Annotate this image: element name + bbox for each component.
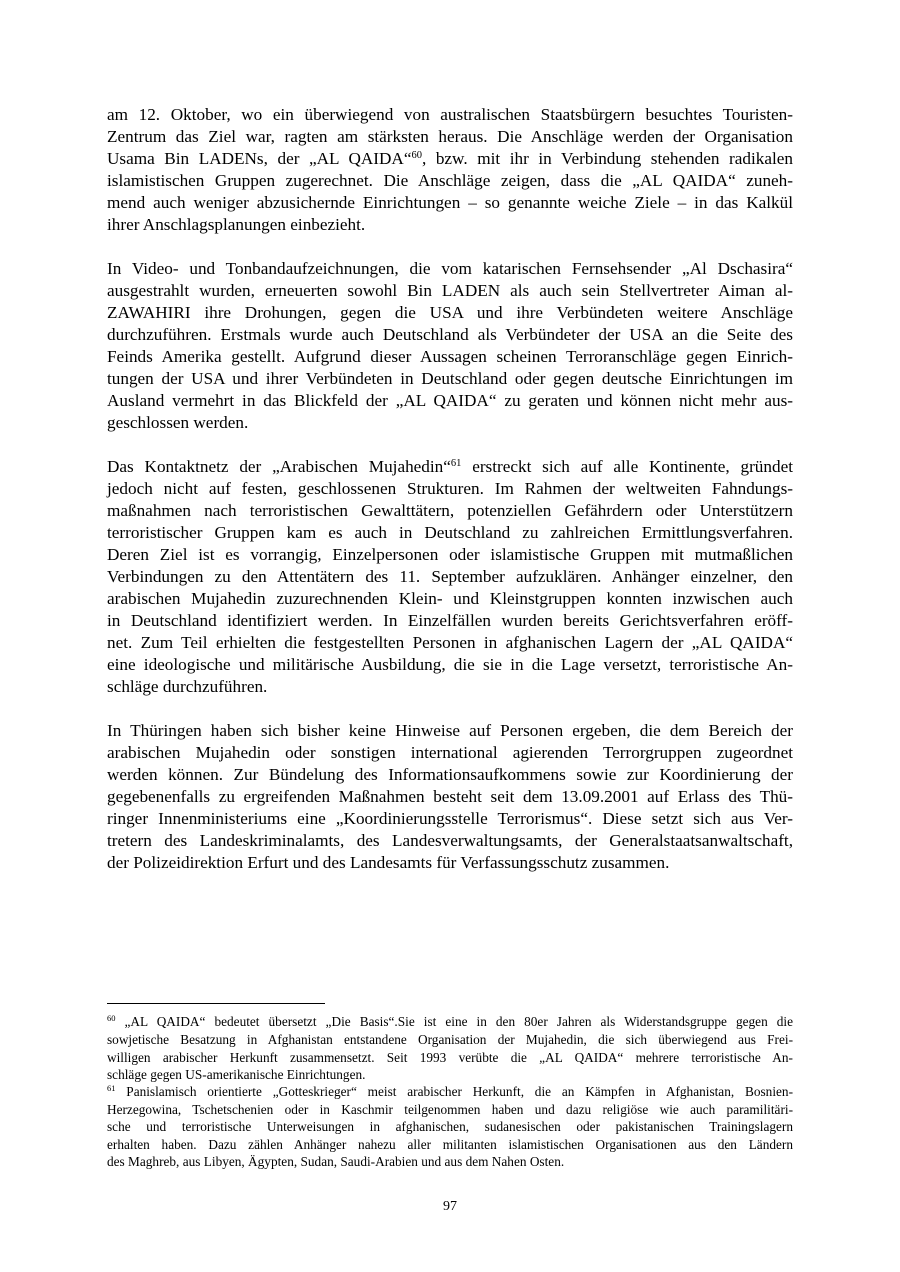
text-line: durchzuführen. Erstmals wurde auch Deutschland als Verbündeter der USA an die Seite des — [107, 325, 793, 344]
footnote-number: 60 — [107, 1013, 116, 1023]
text-line: ihrer Anschlagsplanungen einbezieht. — [107, 215, 366, 234]
footnote-line: $^{61}$ Panislamisch orientierte „Gotteskrieger“ meist arabischer Herkunft, die an Kämpfen in Afghanistan, Bosnien- — [107, 1083, 793, 1099]
footnote-line: $^{60}$ „AL QAIDA“ bedeutet übersetzt „Die Basis“.Sie ist eine in den 80er Jahren als Widerstandsgruppe gegen die — [107, 1013, 793, 1029]
text-line: jedoch nicht auf festen, geschlossenen Strukturen. Im Rahmen der weltweiten Fahndungs- — [107, 479, 793, 498]
footnote-number: 61 — [107, 1083, 116, 1093]
footnote-line: schläge gegen US-amerikanische Einrichtungen. — [107, 1067, 366, 1082]
text-line: arabischen Mujahedin oder sonstigen international agierenden Terrorgruppen zugeordnet — [107, 743, 793, 762]
footnote-line: des Maghreb, aus Libyen, Ägypten, Sudan, Saudi-Arabien und aus dem Nahen Osten. — [107, 1154, 565, 1169]
text-line: arabischen Mujahedin zuzurechnenden Klein- und Kleinstgruppen konnten inzwischen auch — [107, 589, 793, 608]
footnote-ref[interactable]: 60 — [411, 150, 422, 161]
text-line: in Deutschland identifiziert werden. In Einzelfällen wurden bereits Gerichtsverfahren eröff- — [107, 611, 793, 630]
text-line: werden können. Zur Bündelung des Informationsaufkommens sowie zur Koordinierung der — [107, 765, 793, 784]
text-line: Deren Ziel ist es vorrangig, Einzelpersonen oder islamistische Gruppen mit mutmaßlichen — [107, 545, 793, 564]
text-line: Feinds Amerika gestellt. Aufgrund dieser Aussagen scheinen Terroranschläge gegen Einrich- — [107, 347, 793, 366]
text-line: tretern des Landeskriminalamts, des Landesverwaltungsamts, der Generalstaatsanwaltschaft, — [107, 831, 793, 850]
text-line: terroristischer Gruppen kam es auch in Deutschland zu zahlreichen Ermittlungsverfahren. — [107, 523, 793, 542]
footnote-separator — [107, 1003, 325, 1004]
text-line: mend auch weniger abzusichernde Einrichtungen – so genannte weiche Ziele – in das Kalkül — [107, 193, 793, 212]
text-line: Verbindungen zu den Attentätern des 11. September aufzuklären. Anhänger einzelner, den — [107, 567, 793, 586]
footnote-line: erhalten haben. Dazu zählen Anhänger nahezu aller militanten islamistischen Organisationen aus den Ländern — [107, 1137, 793, 1152]
text-line: In Video- und Tonbandaufzeichnungen, die vom katarischen Fernsehsender „Al Dschasira“ — [107, 259, 793, 278]
text-line: gegebenenfalls zu ergreifenden Maßnahmen besteht seit dem 13.09.2001 auf Erlass des Thü- — [107, 787, 793, 806]
page-number: 97 — [443, 1199, 457, 1214]
text-line: islamistischen Gruppen zugerechnet. Die Anschläge zeigen, dass die „AL QAIDA“ zuneh- — [107, 171, 793, 190]
footnote-line: Herzegowina, Tschetschenien oder in Kaschmir teilgenommen haben und dazu religiöse wie auch paramilitäri- — [107, 1102, 793, 1117]
text-line: net. Zum Teil erhielten die festgestellten Personen in afghanischen Lagern der „AL QAIDA“ — [107, 633, 793, 652]
text-line: Usama Bin LADENs, der „AL QAIDA“$^{60}$, bzw. mit ihr in Verbindung stehenden radikalen — [107, 149, 793, 168]
text-line: tungen der USA und ihrer Verbündeten in Deutschland oder gegen deutsche Einrichtungen im — [107, 369, 793, 388]
text-line: Das Kontaktnetz der „Arabischen Mujahedin“$^{61}$ erstreckt sich auf alle Kontinente, gründet — [107, 457, 793, 476]
footnote-line: sowjetische Besatzung in Afghanistan entstandene Organisation der Mujahedin, die sich überwiegend aus Frei- — [107, 1032, 793, 1047]
text-line: der Polizeidirektion Erfurt und des Landesamts für Verfassungsschutz zusammen. — [107, 853, 670, 872]
text-line: ringer Innenministeriums eine „Koordinierungsstelle Terrorismus“. Diese setzt sich aus Ver- — [107, 809, 793, 828]
text-line: geschlossen werden. — [107, 413, 249, 432]
text-line: In Thüringen haben sich bisher keine Hinweise auf Personen ergeben, die dem Bereich der — [107, 721, 793, 740]
text-line: am 12. Oktober, wo ein überwiegend von australischen Staatsbürgern besuchtes Touristen- — [107, 105, 793, 124]
footnote-ref[interactable]: 61 — [450, 458, 462, 469]
text-line: eine ideologische und militärische Ausbildung, die sie in die Lage versetzt, terroristische An- — [107, 655, 793, 674]
text-line: Zentrum das Ziel war, ragten am stärksten heraus. Die Anschläge werden der Organisation — [107, 127, 793, 146]
text-line: schläge durchzuführen. — [107, 677, 268, 696]
footnote-line: willigen arabischer Herkunft zusammensetzt. Seit 1993 verübte die „AL QAIDA“ mehrere terroristische An- — [107, 1050, 793, 1065]
text-line: Ausland vermehrt in das Blickfeld der „AL QAIDA“ zu geraten und können nicht mehr aus- — [107, 391, 793, 410]
text-line: maßnahmen nach terroristischen Gewalttätern, potenziellen Gefährdern oder Unterstützern — [107, 501, 793, 520]
text-line: ausgestrahlt wurden, erneuerten sowohl Bin LADEN als auch sein Stellvertreter Aiman al- — [107, 281, 793, 300]
footnote-line: sche und terroristische Unterweisungen in afghanischen, sudanesischen oder pakistanischen Trainingslagern — [107, 1119, 793, 1134]
text-line: ZAWAHIRI ihre Drohungen, gegen die USA und ihre Verbündeten weitere Anschläge — [107, 303, 793, 322]
